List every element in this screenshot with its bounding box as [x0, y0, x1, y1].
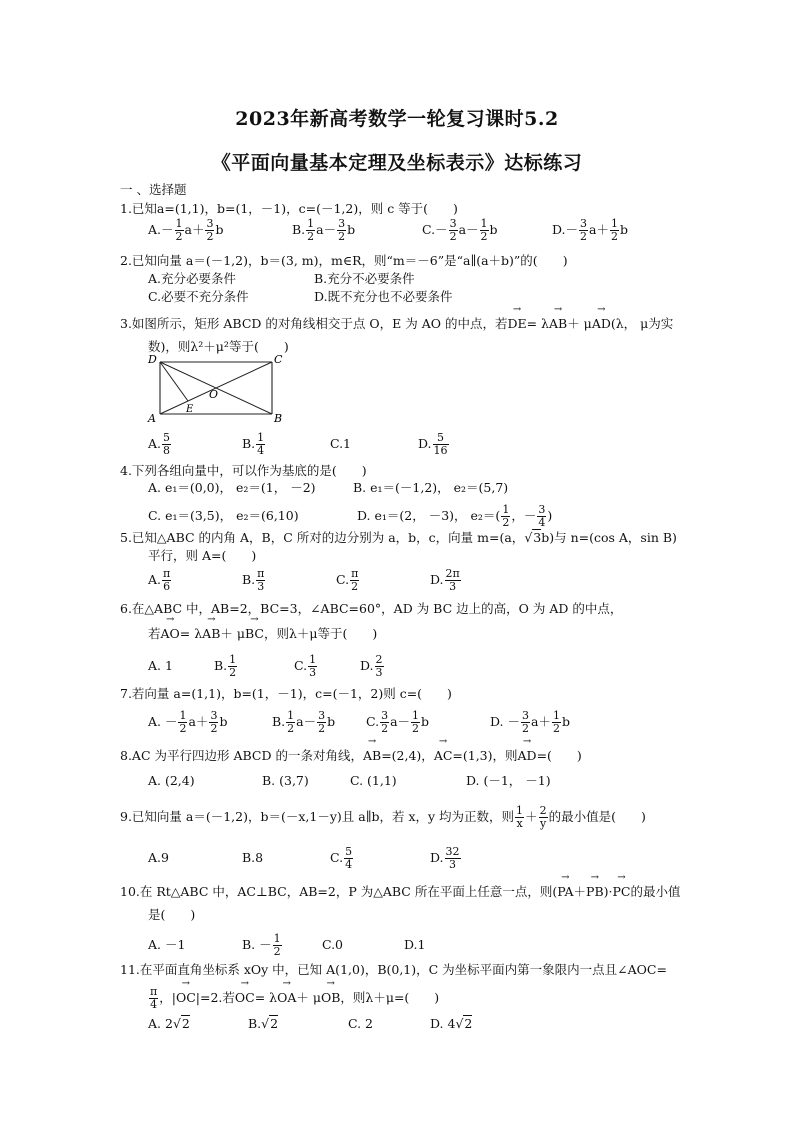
- label-a: A: [148, 412, 156, 424]
- question-1-options: [148, 218, 628, 243]
- option-a[interactable]: A. －1: [148, 937, 186, 952]
- question-2-options-row2: [148, 289, 453, 305]
- option-a[interactable]: A. $\frac{\pi}{6}$: [148, 567, 171, 593]
- option-d[interactable]: D. (－1， －1): [465, 773, 551, 788]
- option-a[interactable]: A. (2,4): [148, 773, 195, 788]
- question-11-stem: 11.在平面直角坐标系 xOy 中，已知 A(1,0)，B(0,1)，C 为坐标平面内第一象限内一点且∠AOC=: [120, 962, 667, 977]
- option-b[interactable]: B. e₁＝(－1,2)， e₂＝(5,7): [353, 480, 509, 495]
- question-4-options-row2: [148, 504, 552, 529]
- option-c[interactable]: C. $\frac{3}{2}$ a－ $\frac{1}{2}$ b: [365, 709, 430, 735]
- option-a[interactable]: A. － $\frac{1}{2}$ a＋ $\frac{3}{2}$ b: [148, 709, 228, 735]
- option-b[interactable]: B. (3,7): [261, 773, 309, 788]
- label-d: D: [148, 353, 157, 366]
- question-2-stem: 2.已知向量 a＝(－1,2)，b＝(3, m)，m∈R，则“m＝－6”是“a∥(a＋b)”的( ): [120, 253, 568, 268]
- option-c[interactable]: C.－ $\frac{3}{2}$ a－ $\frac{1}{2}$ b: [421, 217, 498, 243]
- question-8-options: [148, 773, 551, 789]
- option-b[interactable]: B.充分不必要条件: [314, 271, 415, 286]
- page-subtitle: 《平面向量基本定理及坐标表示》达标练习: [211, 152, 583, 174]
- question-11-stem-cont: $\frac{\pi}{4}$ ，|→ OC|=2.若→ OC= λ→ OA＋ μ→ OB，则λ＋μ=( ): [148, 986, 439, 1011]
- question-6-stem-cont: 若→ AO= λ→ AB＋ μ→ BC，则λ＋μ等于( ): [148, 626, 377, 642]
- option-c[interactable]: C. e₁＝(3,5)， e₂＝(6,10): [148, 508, 299, 523]
- label-o: O: [209, 388, 219, 401]
- option-b[interactable]: B. $\frac{\pi}{3}$: [241, 567, 265, 593]
- option-a[interactable]: A.充分必要条件: [148, 271, 237, 286]
- question-11-options: [148, 1016, 472, 1032]
- question-7-stem: 7.若向量 a=(1,1)，b=(1，－1)，c=(－1，2)则 c=( ): [120, 686, 452, 701]
- option-c[interactable]: C. $\frac{1}{3}$: [293, 653, 317, 679]
- option-c[interactable]: C. $\frac{5}{4}$: [329, 845, 353, 871]
- option-b[interactable]: B. $\frac{1}{2}$ a－ $\frac{3}{2}$ b: [271, 709, 336, 735]
- option-d[interactable]: D.1: [403, 937, 426, 952]
- option-a[interactable]: A.9: [148, 850, 169, 865]
- option-b[interactable]: B.8: [241, 850, 264, 865]
- option-d[interactable]: D.－ $\frac{3}{2}$ a＋ $\frac{1}{2}$ b: [551, 217, 628, 243]
- question-2-options-row1: [148, 271, 415, 287]
- option-d[interactable]: D. $\frac{2}{3}$: [359, 653, 383, 679]
- option-d[interactable]: D.既不充分也不必要条件: [314, 289, 453, 304]
- question-3-stem-cont: 数)，则λ²＋μ²等于( ): [148, 339, 289, 354]
- option-b[interactable]: B. $\frac{1}{2}$ a－ $\frac{3}{2}$ b: [291, 217, 356, 243]
- option-a[interactable]: A. $\frac{5}{8}$: [148, 431, 171, 457]
- question-5-stem-cont: 平行，则 A=( ): [148, 548, 257, 563]
- option-a[interactable]: A. 2√2: [148, 1016, 190, 1031]
- segment-de: [160, 362, 188, 401]
- label-e: E: [186, 404, 194, 415]
- option-a[interactable]: A. 1: [148, 658, 173, 673]
- option-c[interactable]: C.0: [321, 937, 344, 952]
- option-c[interactable]: C.1: [329, 436, 352, 451]
- question-9-stem: 9.已知向量 a＝(－1,2)，b＝(－x,1－y)且 a∥b，若 x，y 均为正数，则 $\frac{1}{x}$ ＋ $\frac{2}{y}$ 的最小值是( ): [120, 804, 646, 830]
- question-3-options: [148, 432, 450, 457]
- question-10-options: [148, 933, 425, 958]
- option-d[interactable]: D. $\frac{5}{16}$: [417, 431, 448, 457]
- option-c[interactable]: C. (1,1): [349, 773, 397, 788]
- option-d[interactable]: D. － $\frac{3}{2}$ a＋ $\frac{1}{2}$ b: [489, 709, 570, 735]
- option-d[interactable]: D. $\frac{2\pi}{3}$: [429, 567, 460, 593]
- rectangle-figure: [146, 352, 286, 424]
- question-3-stem: 3.如图所示，矩形 ABCD 的对角线相交于点 O，E 为 AO 的中点，若→ DE= λ→ AB＋ μ→ AD(λ， μ为实: [120, 316, 673, 332]
- question-4-stem: 4.下列各组向量中，可以作为基底的是( ): [120, 463, 367, 478]
- option-d[interactable]: D. 4√2: [429, 1016, 473, 1031]
- question-8-stem: 8.AC 为平行四边形 ABCD 的一条对角线，→ AB=(2,4)，→ AC=(1,3)，则→ AD=( ): [120, 748, 582, 764]
- question-4-options-row1: [148, 480, 508, 496]
- question-5-stem: 5.已知△ABC 的内角 A，B，C 所对的边分别为 a，b，c，向量 m=(a，√3b)与 n=(cos A，sin B): [120, 530, 677, 545]
- question-9-options: [148, 846, 462, 871]
- option-d[interactable]: D. e₁＝(2， －3)， e₂＝( $\frac{1}{2}$ ，－ $\frac{3}{4}$ ): [356, 503, 553, 529]
- label-c: C: [274, 353, 283, 366]
- question-6-stem: 6.在△ABC 中，AB=2，BC=3，∠ABC=60°，AD 为 BC 边上的高，O 为 AD 的中点，: [120, 601, 623, 616]
- option-a[interactable]: A. e₁＝(0,0)， e₂＝(1， －2): [148, 480, 316, 495]
- question-6-options: [148, 654, 385, 679]
- section-heading: 一 、选择题: [120, 182, 187, 197]
- option-c[interactable]: C. $\frac{\pi}{2}$: [335, 567, 359, 593]
- option-b[interactable]: B.√2: [247, 1016, 279, 1031]
- label-b: B: [274, 412, 283, 424]
- option-b[interactable]: B. $\frac{1}{4}$: [241, 431, 265, 457]
- page-title: 2023年新高考数学一轮复习课时5.2: [235, 108, 559, 130]
- option-b[interactable]: B. － $\frac{1}{2}$: [241, 932, 281, 958]
- option-b[interactable]: B. $\frac{1}{2}$: [213, 653, 237, 679]
- option-c[interactable]: C. 2: [347, 1016, 373, 1031]
- question-1-stem: 1.已知a=(1,1)，b=(1，－1)，c=(－1,2)，则 c 等于( ): [120, 201, 458, 216]
- question-7-options: [148, 710, 570, 735]
- option-d[interactable]: D. $\frac{32}{3}$: [429, 845, 460, 871]
- question-10-stem-cont: 是( ): [148, 907, 196, 922]
- option-a[interactable]: A.－ $\frac{1}{2}$ a＋ $\frac{3}{2}$ b: [148, 217, 224, 243]
- question-10-stem: 10.在 Rt△ABC 中，AC⊥BC，AB=2，P 为△ABC 所在平面上任意一点，则(→ PA＋→ PB)·→ PC的最小值: [120, 884, 681, 900]
- option-c[interactable]: C.必要不充分条件: [148, 289, 249, 304]
- question-5-options: [148, 568, 462, 593]
